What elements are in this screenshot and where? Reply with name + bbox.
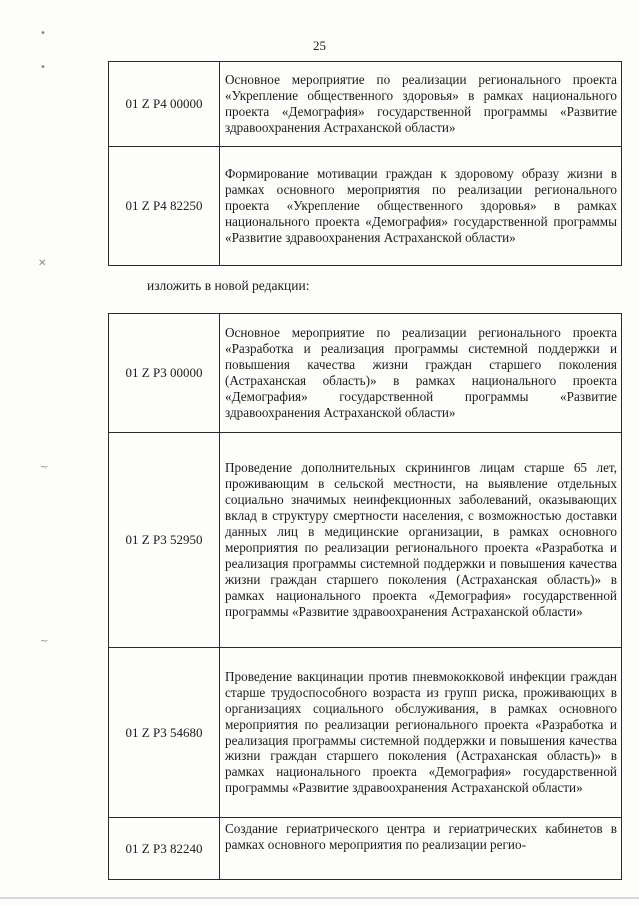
classification-code: 01 Z P4 00000 <box>109 62 220 147</box>
expense-description: Создание гериатрического центра и гериатрических кабинетов в рамках основного мероприятия по реализации регио- <box>220 818 622 880</box>
scan-edge <box>0 897 639 899</box>
classification-code: 01 Z P3 52950 <box>109 433 220 648</box>
scan-mark: • <box>40 62 46 73</box>
page-number: 25 <box>313 38 326 53</box>
expense-description: Проведение вакцинации против пневмококковой инфекции граждан старше трудоспособного возраста из групп риска, проживающих в организациях социального обслуживания, в рамках основного мероприятия по реализации регионального проекта «Разработка и реализация программы системной поддержки и повышения качества жизни граждан старшего поколения (Астраханская область)» в рамках национального проекта «Демография» государственной программы «Развитие здравоохранения Астраханской области» <box>220 648 622 818</box>
classification-code: 01 Z P3 00000 <box>109 314 220 433</box>
expense-description: Основное мероприятие по реализации регионального проекта «Разработка и реализация программы системной поддержки и повышения качества жизни граждан старшего поколения (Астраханская область)» в рамках национального проекта «Демография» государственной программы «Развитие здравоохранения Астраханской области» <box>220 314 622 433</box>
expense-description: Формирование мотивации граждан к здоровому образу жизни в рамках основного мероприятия по реализации регионального проекта «Укрепление общественного здоровья» в рамках национального проекта «Демография» государственной программы «Развитие здравоохранения Астраханской области» <box>220 147 622 266</box>
table-row <box>109 62 622 147</box>
expense-description: Основное мероприятие по реализации регионального проекта «Укрепление общественного здоровья» в рамках национального проекта «Демография» государственной программы «Развитие здравоохранения Астраханской области» <box>220 62 622 147</box>
expense-description: Проведение дополнительных скринингов лицам старше 65 лет, проживающим в сельской местности, на выявление отдельных социально значимых неинфекционных заболеваний, оказывающих вклад в структуру смертности населения, с возможностью доставки данных лиц в медицинские организации, в рамках основного мероприятия по реализации регионального проекта «Разработка и реализация программы системной поддержки и повышения качества жизни граждан старшего поколения (Астраханская область)» в рамках национального проекта «Демография» государственной программы «Развитие здравоохранения Астраханской области» <box>220 433 622 648</box>
table-row <box>109 648 622 818</box>
scan-mark: ✕ <box>38 258 47 269</box>
table-row <box>109 314 622 433</box>
scan-mark: • <box>40 28 46 39</box>
table-row <box>109 147 622 266</box>
scan-mark: ~ <box>40 636 49 647</box>
classification-code: 01 Z P3 54680 <box>109 648 220 818</box>
classification-code: 01 Z P4 82250 <box>109 147 220 266</box>
table-row <box>109 818 622 880</box>
budget-codes-table-old <box>108 61 622 266</box>
amendment-instruction: изложить в новой редакции: <box>147 278 310 293</box>
scan-mark: ~ <box>40 462 49 473</box>
budget-codes-table-new <box>108 313 622 880</box>
table-row <box>109 433 622 648</box>
classification-code: 01 Z P3 82240 <box>109 818 220 880</box>
